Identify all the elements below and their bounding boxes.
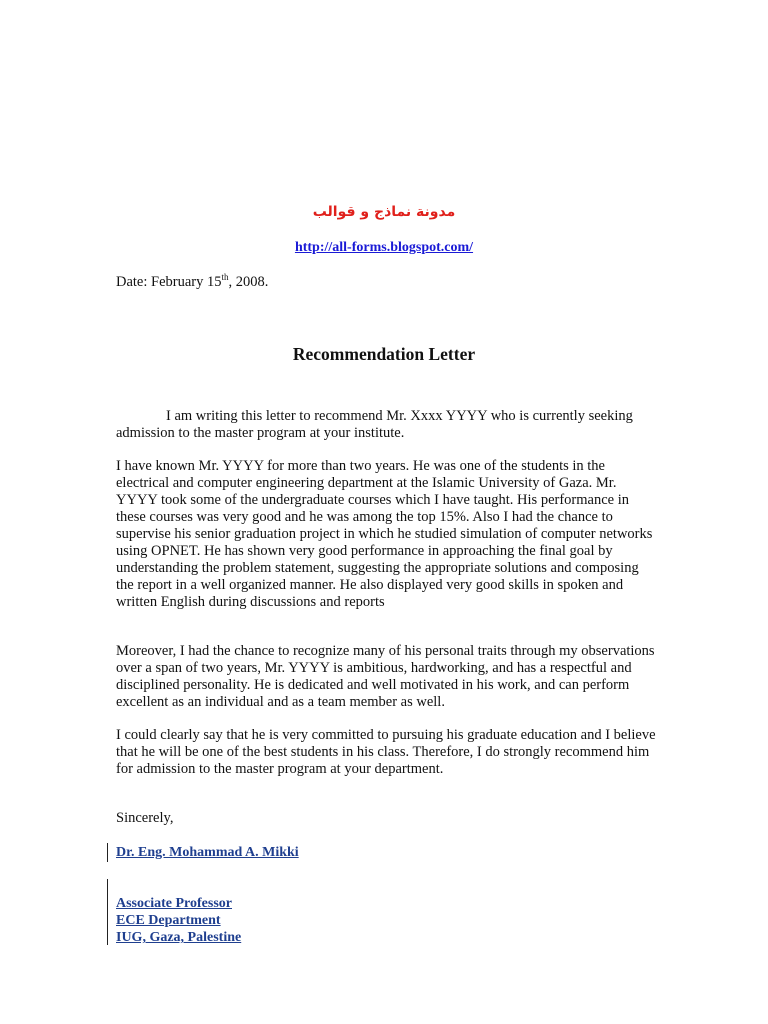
paragraph-conclusion: I could clearly say that he is very committed to pursuing his graduate education and I believe that he will be one of the best students in his class. Therefore, I do strongly recommend him for admission to the master program at your department. (116, 727, 656, 777)
blog-url-container (0, 240, 768, 256)
signature-department: ECE Department (116, 913, 221, 928)
paragraph-intro: I am writing this letter to recommend Mr. Xxxx YYYY who is currently seeking admission to the master program at your institute. (116, 408, 633, 441)
change-bar (107, 879, 108, 945)
signature-position: Associate Professor (116, 896, 232, 911)
letter-date (116, 274, 268, 291)
closing-salutation: Sincerely, (116, 810, 174, 826)
blog-url-link[interactable]: http://all-forms.blogspot.com/ (294, 240, 474, 255)
signature-name: Dr. Eng. Mohammad A. Mikki (116, 845, 299, 860)
paragraph-background: I have known Mr. YYYY for more than two years. He was one of the students in the electrical and computer engineering department at the Islamic University of Gaza. Mr. YYYY took some of the undergraduate courses which I have taught. His performance in these courses was very good and he was among the top 15%. Also I had the chance to supervise his senior graduation project in which he studied simulation of computer networks using OPNET. He has shown very good performance in approaching the final goal by understanding the problem statement, suggesting the appropriate solutions and composing the report in a well organized manner. He also displayed very good skills in spoken and written English during discussions and reports (116, 458, 653, 610)
blog-title-arabic: مدونة نماذج و قوالب (312, 204, 456, 220)
signature-institution: IUG, Gaza, Palestine (116, 930, 242, 945)
letter-title: Recommendation Letter (292, 344, 476, 364)
date-suffix: , 2008. (228, 274, 269, 290)
date-prefix: Date: February 15 (116, 274, 222, 290)
signature-block (116, 895, 241, 946)
paragraph-personal-traits: Moreover, I had the chance to recognize many of his personal traits through my observations over a span of two years, Mr. YYYY is ambitious, hardworking, and has a respectful and disciplined personality. He is dedicated and well motivated in his work, and can perform excellent as an individual and as a team member as well. (116, 643, 655, 710)
date-ordinal: th (221, 272, 229, 282)
change-bar (107, 843, 108, 862)
